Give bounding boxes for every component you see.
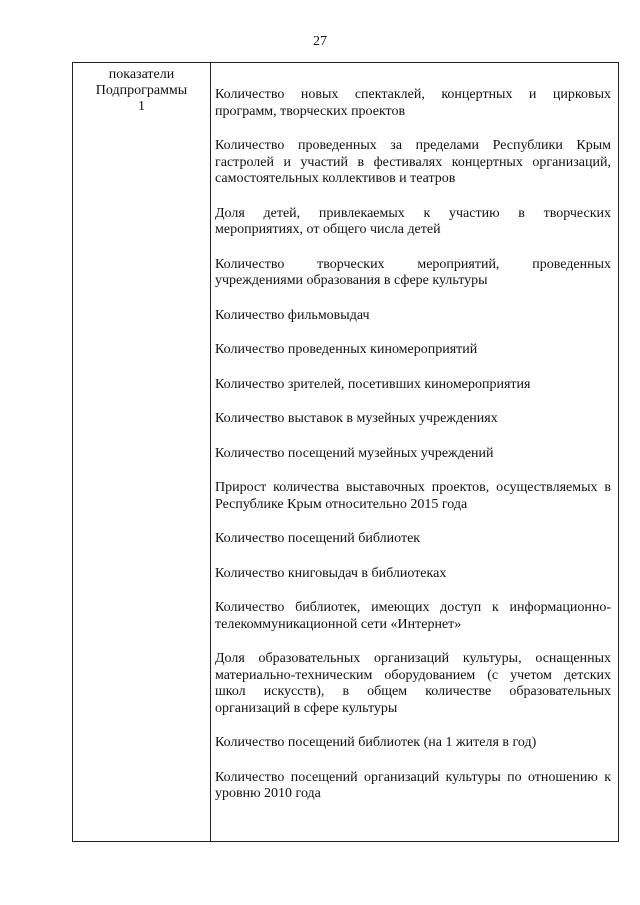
indicator-item: Количество посещений библиотек (на 1 жителя в год) [215, 735, 537, 750]
indicator-item: Количество фильмовыдач [215, 307, 370, 323]
indicator-item: Количество книговыдач в библиотеках [215, 565, 447, 581]
left-column-line-3: 1 [138, 99, 145, 114]
indicators-table [72, 62, 619, 842]
indicators-list [215, 87, 611, 803]
indicator-item: Доля детей, привлекаемых к участию в творческих мероприятиях, от общего числа детей [215, 205, 611, 237]
indicator-item: Количество посещений библиотек [215, 531, 421, 546]
left-column-cell [73, 67, 210, 115]
indicator-item: Доля образовательных организаций культуры, оснащенных материально-техническим оборудованием (с учетом детских школ искусств), в общем количестве образовательных организаций в сфере культуры [215, 651, 611, 716]
indicator-item: Количество зрителей, посетивших киномероприятия [215, 376, 531, 392]
indicator-item: Количество новых спектаклей, концертных и цирковых программ, творческих проектов [215, 87, 611, 119]
indicator-item: Количество посещений организаций культуры по отношению к уровню 2010 года [215, 769, 611, 801]
column-divider [210, 63, 211, 841]
indicator-item: Количество проведенных киномероприятий [215, 342, 478, 357]
indicator-item: Количество библиотек, имеющих доступ к информационно-телекоммуникационной сети «Интернет» [215, 600, 611, 632]
indicator-item: Прирост количества выставочных проектов, осуществляемых в Республике Крым относительно 2015 года [215, 480, 611, 512]
left-column-line-2: Подпрограммы [95, 83, 188, 98]
indicator-item: Количество выставок в музейных учреждениях [215, 411, 498, 426]
indicator-item: Количество творческих мероприятий, проведенных учреждениями образования в сфере культуры [215, 256, 611, 288]
left-column-line-1: показатели [108, 67, 175, 82]
indicator-item: Количество проведенных за пределами Республики Крым гастролей и участий в фестивалях концертных организаций, самостоятельных коллективов и театров [215, 138, 611, 186]
page-number: 27 [313, 34, 327, 49]
indicator-item: Количество посещений музейных учреждений [215, 445, 494, 461]
